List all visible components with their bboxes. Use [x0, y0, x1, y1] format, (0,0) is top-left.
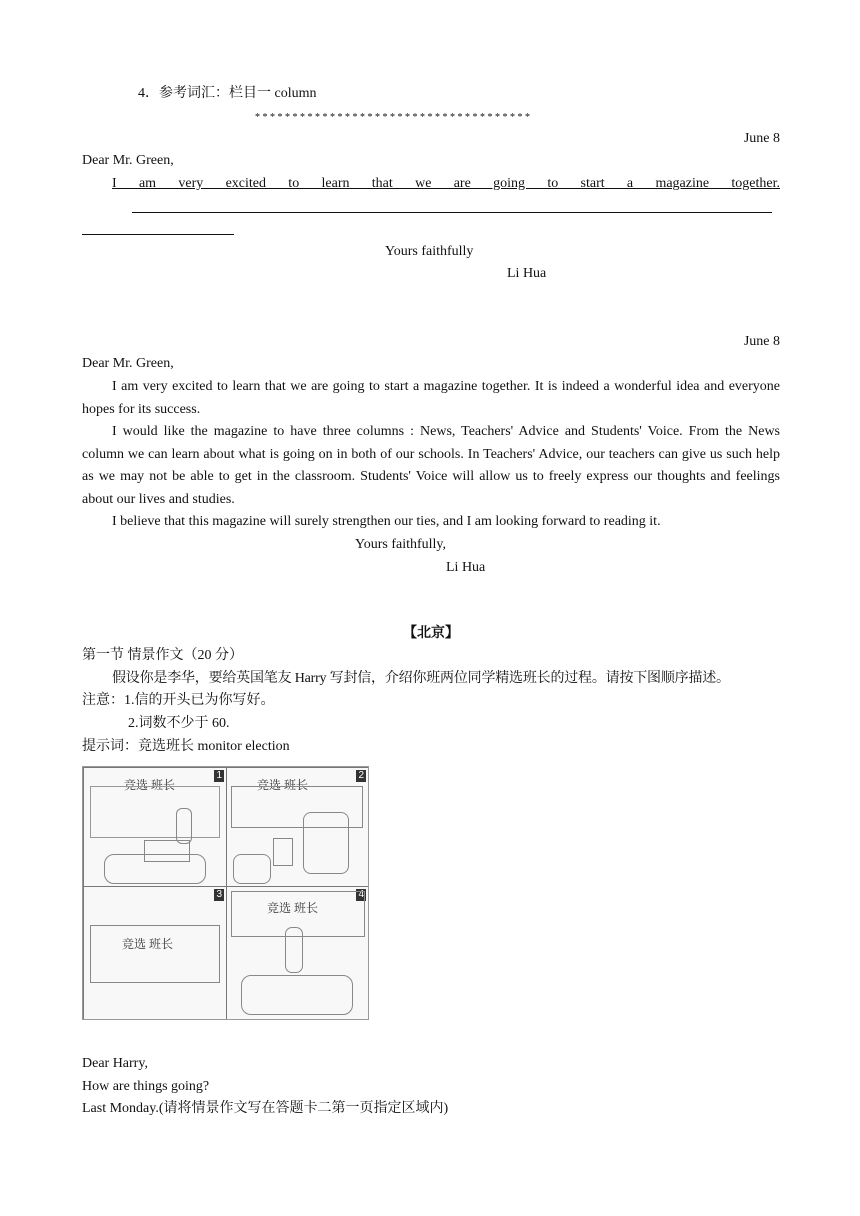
panel-number: 4: [358, 889, 364, 900]
hint: 提示词：竞选班长 monitor election: [82, 739, 290, 754]
winner-sketch: [285, 927, 303, 973]
teacher-sketch: [176, 808, 192, 844]
sample-paragraph-3: I believe that this magazine will surely strengthen our ties, and I am looking forward to reading it.: [112, 514, 661, 529]
answer-line-short: [82, 234, 234, 235]
notes-label: 注意：1.信的开头已为你写好。: [82, 693, 275, 708]
vocab-note: 4．参考词汇：栏目一 column: [138, 86, 317, 101]
letter-line-2: How are things going?: [82, 1079, 210, 1094]
beijing-heading: 【北京】: [403, 626, 459, 641]
template-signature: Li Hua: [507, 266, 547, 281]
ballot-box-sketch: [273, 838, 293, 866]
panel-caption: 竞选 班长: [122, 937, 174, 951]
template-salutation: Dear Mr. Green,: [82, 153, 174, 168]
students-sketch: [241, 975, 353, 1015]
students-sketch: [233, 854, 271, 884]
blackboard-sketch: [90, 786, 220, 838]
sample-salutation: Dear Mr. Green,: [82, 356, 174, 371]
voters-sketch: [303, 812, 349, 874]
panel-caption: 竞选 班长: [267, 901, 319, 915]
sample-signature: Li Hua: [446, 560, 486, 575]
sample-body: [82, 376, 780, 534]
panel-number: 3: [216, 889, 222, 900]
panel-2: [226, 767, 369, 887]
template-date: June 8: [743, 131, 780, 146]
panel-caption: 竞选 班长: [257, 778, 309, 792]
panel-3: [83, 886, 227, 1020]
template-closing: Yours faithfully: [385, 244, 474, 259]
sample-paragraph-2: I would like the magazine to have three columns : News, Teachers' Advice and Students' Voice. From the News column we can learn about what is going on in both of our schools. In Teachers' Advice, our teachers can give us such help as we may not be able to get in the classroom. Students' Voice will allow us to freely express our thoughts and feelings about our lives and studies.: [82, 424, 780, 507]
panel-1: [83, 767, 227, 887]
letter-salutation: Dear Harry,: [82, 1056, 148, 1071]
star-divider: * * * * * * * * * * * * * * * * * * * * * * * * * * * * * * * * * * * * *: [255, 112, 530, 123]
panel-caption: 竞选 班长: [124, 778, 176, 792]
panel-number: 1: [216, 770, 222, 781]
sample-paragraph-1: I am very excited to learn that we are going to start a magazine together. It is indeed a wonderful idea and everyone hopes for its success.: [82, 379, 780, 417]
students-sketch: [104, 854, 206, 884]
election-illustration: [82, 766, 369, 1020]
sample-closing: Yours faithfully,: [355, 537, 447, 552]
sample-date: June 8: [743, 334, 780, 349]
answer-line: [132, 212, 772, 213]
panel-number: 2: [358, 770, 364, 781]
instruction: [82, 668, 780, 691]
note-2: 2.词数不少于 60.: [128, 716, 230, 731]
letter-line-3: Last Monday.(请将情景作文写在答题卡二第一页指定区域内): [82, 1101, 449, 1116]
panel-4: [226, 886, 369, 1020]
section-title: 第一节 情景作文（20 分）: [82, 648, 243, 663]
template-opening-line: I am very excited to learn that we are going to start a magazine together.: [112, 176, 780, 191]
instruction-text: 假设你是李华，要给英国笔友 Harry 写封信，介绍你班两位同学精选班长的过程。请按下图顺序描述。: [112, 671, 730, 686]
